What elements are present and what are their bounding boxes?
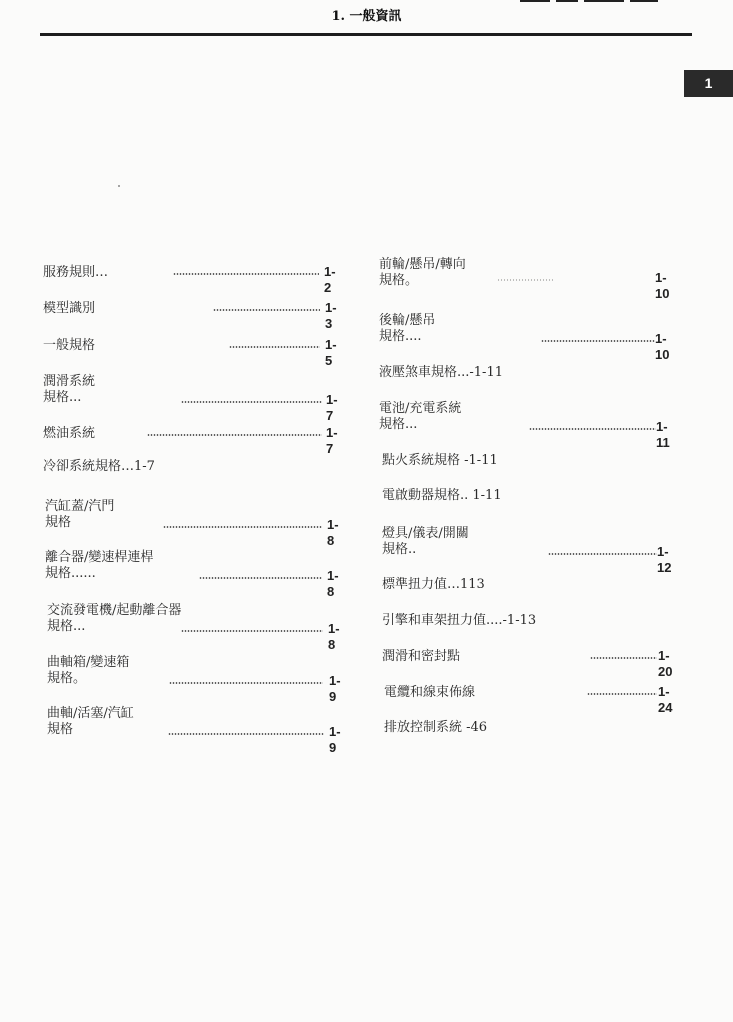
toc-page-number[interactable]: 1-3 <box>325 300 337 331</box>
toc-page-number[interactable]: 1-7 <box>326 392 338 423</box>
toc-dot-leader <box>163 526 322 528</box>
toc-entry-label[interactable]: 標準扭力值…113 <box>382 577 485 592</box>
toc-dot-leader <box>147 434 322 436</box>
toc-dot-leader <box>181 630 323 632</box>
toc-dot-leader <box>199 577 322 579</box>
toc-page-number[interactable]: 1-10 <box>655 270 670 301</box>
toc-entry-label[interactable]: 排放控制系統 -46 <box>384 720 488 735</box>
toc-entry-label[interactable]: 交流發電機/起動離合器 <box>47 603 182 618</box>
toc-dot-leader <box>173 273 319 275</box>
toc-entry-label[interactable]: 模型識別 <box>43 301 96 316</box>
toc-dot-leader <box>541 340 655 342</box>
toc-entry-label[interactable]: 液壓煞車規格...-1-11 <box>379 365 503 380</box>
toc-entry-label[interactable]: 規格 <box>45 515 72 530</box>
toc-entry-label[interactable]: 汽缸蓋/汽門 <box>45 499 115 514</box>
toc-entry-label[interactable]: 電啟動器規格.. 1-11 <box>382 488 502 503</box>
toc-page-number[interactable]: 1-11 <box>656 419 670 450</box>
toc-page-number[interactable]: 1-24 <box>658 684 673 715</box>
toc-page-number[interactable]: 1-8 <box>327 517 339 548</box>
toc-entry-label[interactable]: 燃油系統 <box>43 426 96 441</box>
toc-entry-label[interactable]: 引擎和車架扭力值....-1-13 <box>382 613 537 628</box>
toc-entry-label[interactable]: 規格...... <box>45 566 96 581</box>
toc-dot-leader <box>529 428 656 430</box>
toc-dot-leader <box>168 733 324 735</box>
toc-page-number[interactable]: 1-7 <box>326 425 338 456</box>
header-title: 1. 一般資訊 <box>331 9 402 24</box>
toc-dot-leader <box>229 346 320 348</box>
toc-entry-label[interactable]: 冷卻系統規格…1-7 <box>43 459 155 474</box>
toc-entry-label[interactable]: 燈具/儀表/開關 <box>382 526 469 541</box>
toc-page-number[interactable]: 1-2 <box>324 264 336 295</box>
toc-page-number[interactable]: 1-20 <box>658 648 673 679</box>
toc-dot-leader <box>181 401 322 403</box>
toc-entry-label[interactable]: 規格.. <box>382 542 417 557</box>
toc-entry-label[interactable]: 規格.... <box>379 329 422 344</box>
header-rule <box>40 33 692 36</box>
toc-dot-leader <box>587 693 657 695</box>
toc-entry-label[interactable]: 電池/充電系統 <box>379 401 462 416</box>
toc-entry-label[interactable]: 離合器/變速桿連桿 <box>45 550 154 565</box>
corner-fragment <box>520 0 690 2</box>
toc-dot-leader <box>590 657 657 659</box>
toc-entry-label[interactable]: 曲軸/活塞/汽缸 <box>47 706 134 721</box>
toc-page-number[interactable]: 1-12 <box>657 544 672 575</box>
toc-page-number[interactable]: 1-10 <box>655 331 670 362</box>
toc-dot-leader <box>548 553 657 555</box>
toc-entry-label[interactable]: 曲軸箱/變速箱 <box>47 655 130 670</box>
toc-entry-label[interactable]: 規格 <box>47 722 74 737</box>
toc-entry-label[interactable]: 規格... <box>379 417 418 432</box>
toc-entry-label[interactable]: 點火系統規格 -1-11 <box>382 453 498 468</box>
toc-dot-leader <box>497 279 553 281</box>
toc-entry-label[interactable]: 後輪/懸吊 <box>379 313 436 328</box>
toc-page-number[interactable]: 1-8 <box>327 568 339 599</box>
toc-entry-label[interactable]: 潤滑和密封點 <box>382 649 461 664</box>
toc-entry-label[interactable]: 服務規則… <box>43 265 109 280</box>
toc-entry-label[interactable]: 電纜和線束佈線 <box>384 685 476 700</box>
toc-entry-label[interactable]: 潤滑系統 <box>43 374 96 389</box>
toc-entry-label[interactable]: 一般規格 <box>43 338 96 353</box>
toc-entry-label[interactable]: 規格。 <box>47 671 87 686</box>
toc-entry-label[interactable]: 規格... <box>43 390 82 405</box>
toc-entry-label[interactable]: 規格... <box>47 619 86 634</box>
chapter-tab: 1 <box>684 70 733 97</box>
scan-speck <box>118 185 120 187</box>
toc-page-number[interactable]: 1-9 <box>329 673 341 704</box>
toc-page-number[interactable]: 1-8 <box>328 621 340 652</box>
toc-entry-label[interactable]: 規格。 <box>379 273 419 288</box>
toc-entry-label[interactable]: 前輪/懸吊/轉向 <box>379 257 466 272</box>
toc-page-number[interactable]: 1-5 <box>325 337 337 368</box>
toc-dot-leader <box>213 309 320 311</box>
toc-dot-leader <box>169 682 323 684</box>
toc-page-number[interactable]: 1-9 <box>329 724 341 755</box>
